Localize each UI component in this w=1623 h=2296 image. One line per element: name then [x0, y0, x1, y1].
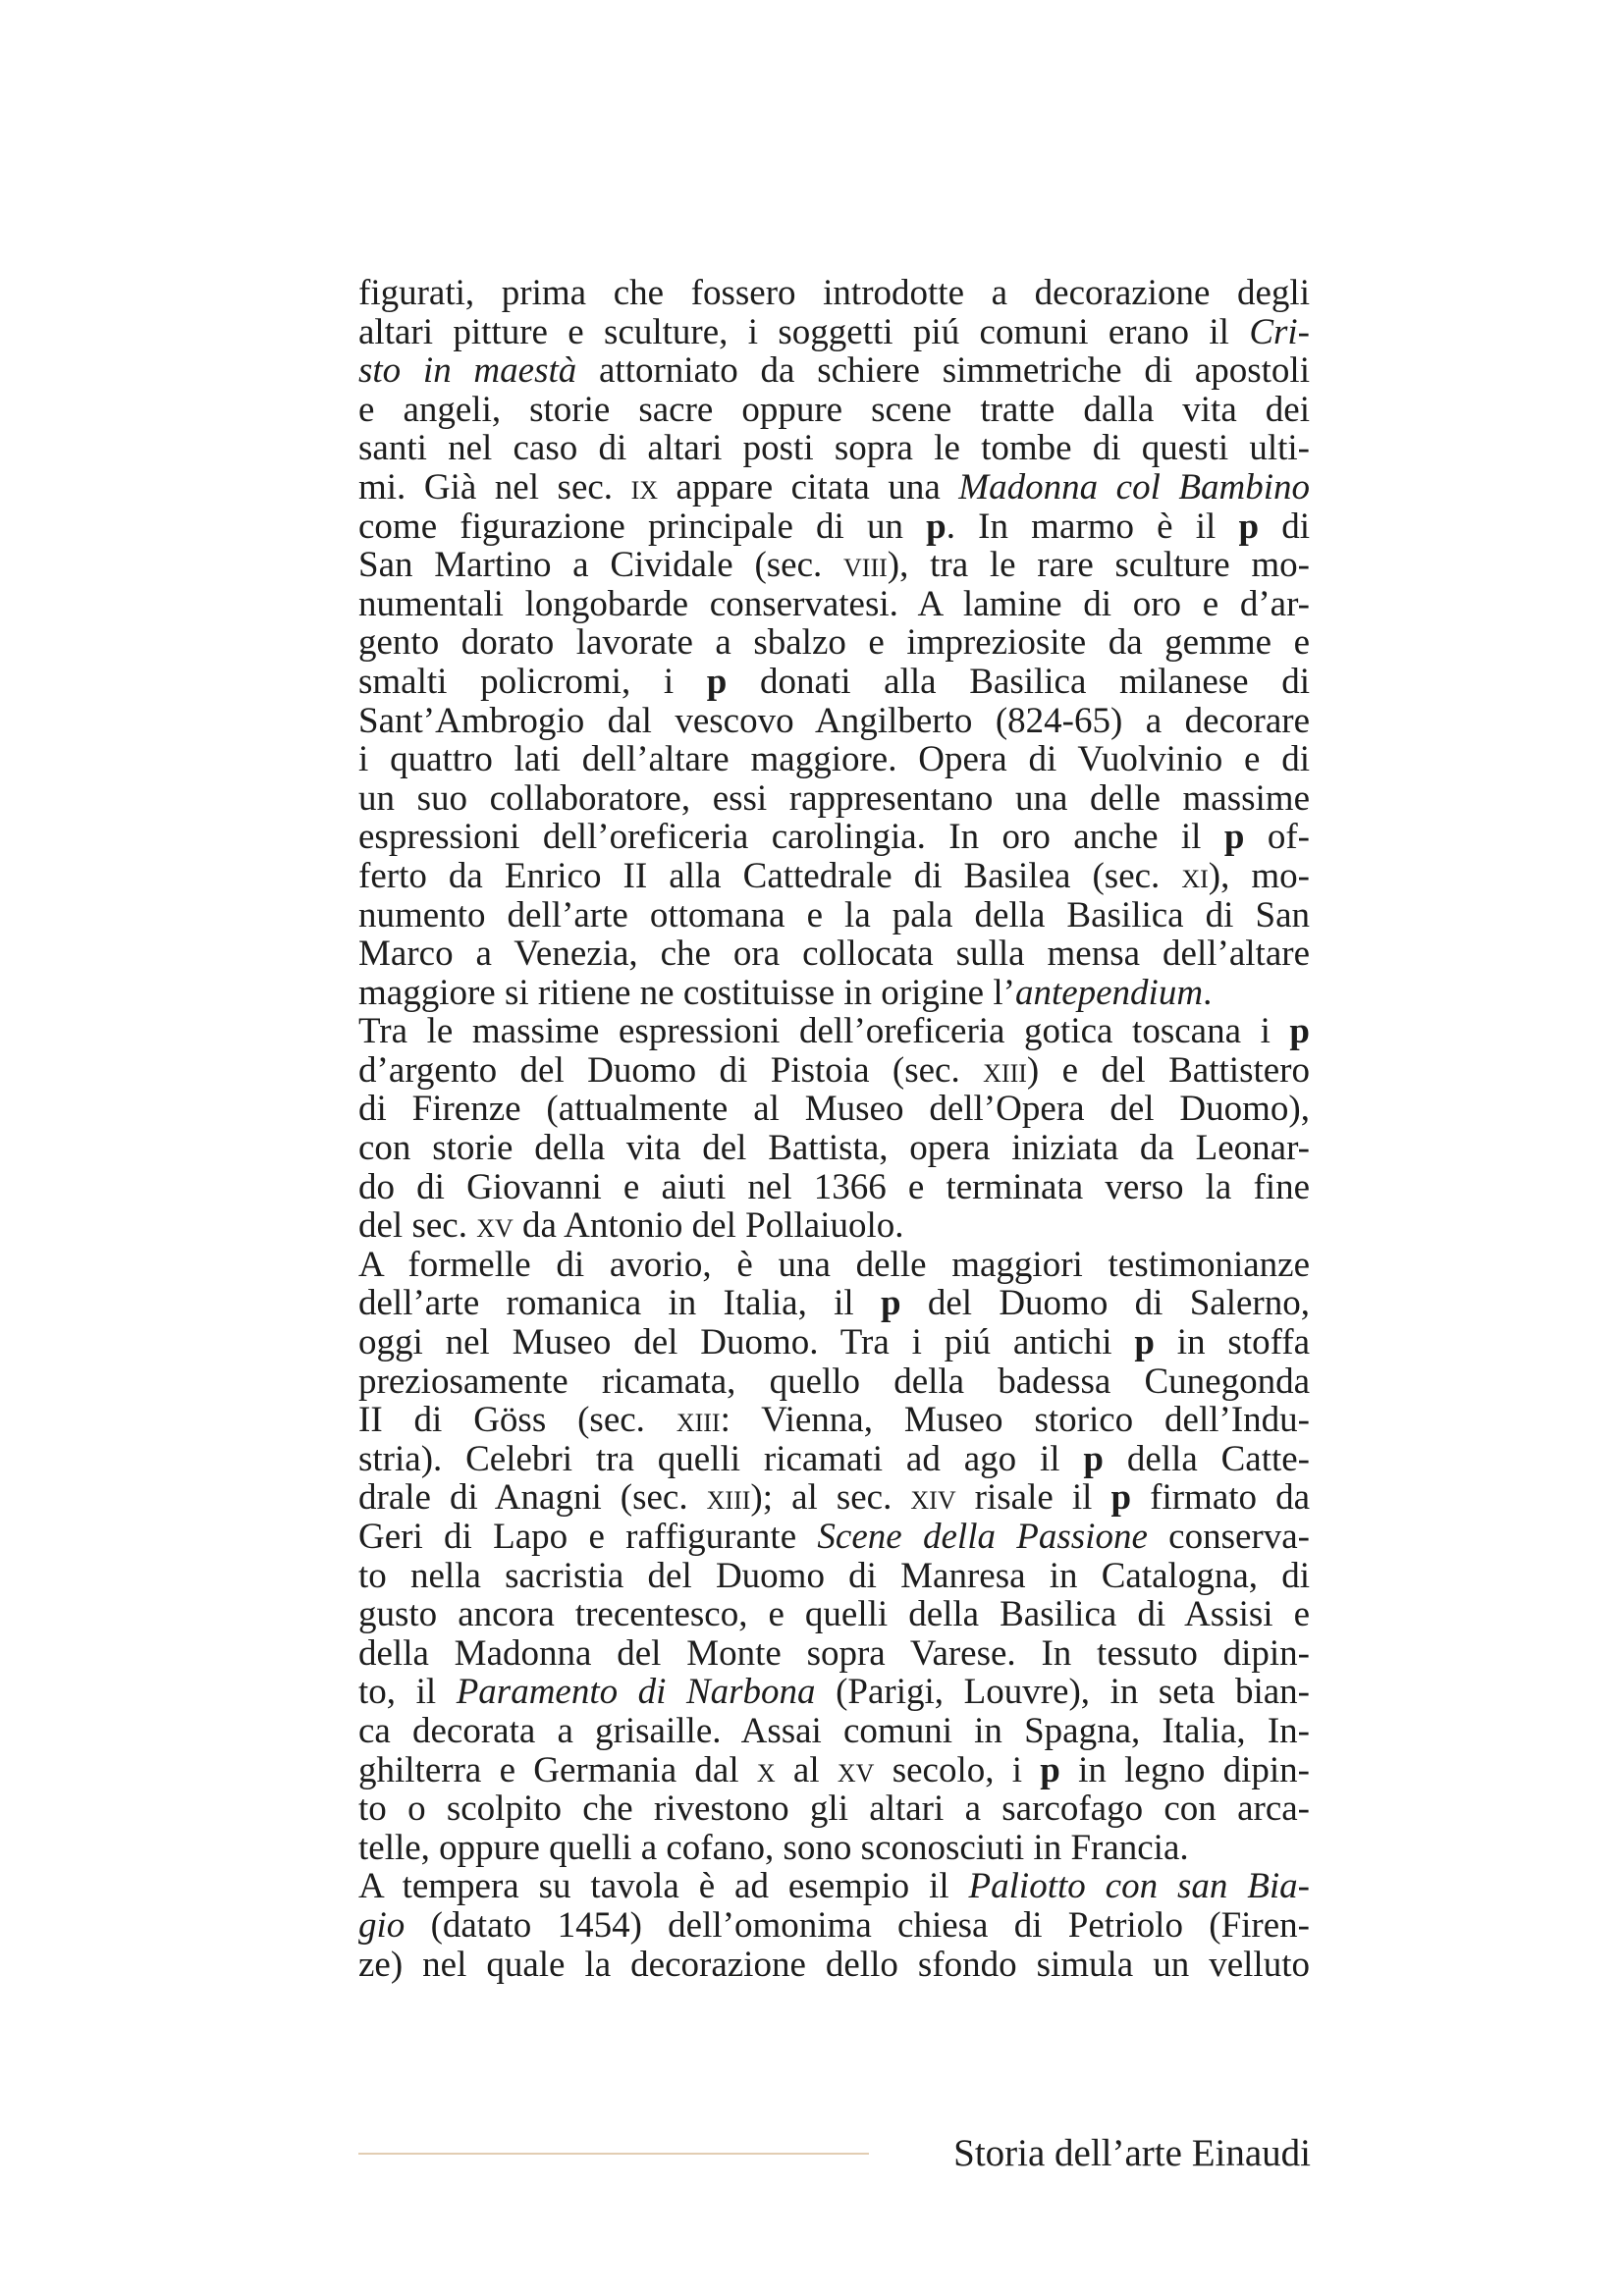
text-line — [358, 779, 1310, 819]
text-line — [358, 702, 1310, 741]
text-segment: conserva- — [1147, 1517, 1310, 1557]
text-line — [358, 1206, 1310, 1246]
italic-term: Cri- — [1249, 311, 1310, 352]
text-segment: gusto ancora trecentesco, e quelli della Basilica di Assisi e — [358, 1594, 1310, 1635]
roman-numeral: xiii — [676, 1400, 721, 1441]
text-segment: santi nel caso di altari posti sopra le tombe di questi ulti- — [358, 428, 1310, 469]
text-segment: ze) nel quale la decorazione dello sfondo simula un velluto — [358, 1944, 1310, 1985]
roman-numeral: xiv — [910, 1477, 956, 1519]
text-line — [358, 1673, 1310, 1712]
text-segment: telle, oppure quelli a cofano, sono sconosciuti in Francia. — [358, 1827, 1189, 1868]
body-text — [358, 274, 1310, 1984]
italic-term: antependium — [1014, 972, 1204, 1013]
italic-term: Scene della Passione — [817, 1517, 1148, 1557]
text-segment: figurati, prima che fossero introdotte a decorazione degli — [358, 273, 1310, 313]
footer-rule — [358, 2153, 869, 2155]
text-line — [358, 1634, 1310, 1674]
text-line — [358, 1284, 1310, 1323]
bold-abbreviation: p — [1289, 1011, 1310, 1052]
roman-numeral: ix — [630, 466, 659, 507]
roman-numeral: xv — [837, 1749, 875, 1790]
text-segment: gento dorato lavorate a sbalzo e impreziosite da gemme e — [358, 622, 1310, 664]
text-segment: un suo collaboratore, essi rappresentano una delle massime — [358, 777, 1310, 819]
text-segment: dell’arte romanica in Italia, il — [358, 1283, 881, 1324]
text-line — [358, 1751, 1310, 1790]
text-segment: ) e del Battistero — [1026, 1049, 1310, 1091]
text-segment: di Firenze (attualmente al Museo dell’Opera del Duomo), — [358, 1089, 1310, 1130]
text-segment: del Duomo di Salerno, — [900, 1283, 1310, 1324]
text-segment: drale di Anagni (sec. — [358, 1477, 707, 1519]
bold-abbreviation: p — [1040, 1749, 1060, 1790]
bold-abbreviation: p — [706, 661, 728, 702]
roman-numeral: xv — [476, 1205, 514, 1247]
roman-numeral: x — [756, 1749, 776, 1790]
text-line — [358, 1712, 1310, 1751]
italic-term: sto in maestà — [358, 350, 577, 392]
text-line — [358, 1323, 1310, 1362]
text-line — [358, 818, 1310, 857]
text-segment: con storie della vita del Battista, opera iniziata da Leonar- — [358, 1128, 1310, 1169]
text-line — [358, 585, 1310, 624]
text-segment: da Antonio del Pollaiuolo. — [513, 1205, 904, 1247]
text-line — [358, 1362, 1310, 1402]
text-segment: preziosamente ricamata, quello della badessa Cunegonda — [358, 1361, 1310, 1402]
text-line — [358, 1595, 1310, 1634]
bold-abbreviation: p — [1083, 1438, 1104, 1479]
text-segment: (datato 1454) dell’omonima chiesa di Petriolo (Firen- — [405, 1904, 1310, 1946]
text-segment: della Catte- — [1103, 1438, 1310, 1479]
text-segment: ), tra le rare sculture mo- — [887, 545, 1310, 586]
bold-abbreviation: p — [1238, 506, 1260, 547]
bold-abbreviation: p — [1223, 817, 1245, 858]
text-segment: del sec. — [358, 1205, 477, 1247]
text-line — [358, 934, 1310, 974]
text-line — [358, 391, 1310, 430]
text-segment: smalti policromi, i — [358, 661, 707, 702]
text-line — [358, 623, 1310, 663]
text-segment: attorniato da schiere simmetriche di apostoli — [576, 350, 1310, 392]
text-line — [358, 1789, 1310, 1829]
text-line — [358, 313, 1310, 352]
text-segment: altari pitture e sculture, i soggetti piú comuni erano il — [358, 311, 1250, 352]
text-line — [358, 1440, 1310, 1479]
text-segment: II di Göss (sec. — [358, 1400, 676, 1441]
text-segment: ghilterra e Germania dal — [358, 1749, 757, 1790]
text-segment: ), mo- — [1208, 855, 1310, 896]
text-line — [358, 1012, 1310, 1051]
text-segment: to, il — [358, 1672, 457, 1713]
text-line — [358, 1401, 1310, 1440]
italic-term: gio — [358, 1904, 406, 1946]
text-segment: to nella sacristia del Duomo di Manresa in Catalogna, di — [358, 1555, 1310, 1596]
text-segment: al — [775, 1749, 838, 1790]
text-line — [358, 429, 1310, 468]
text-line — [358, 857, 1310, 896]
roman-numeral: viii — [843, 545, 888, 586]
text-line — [358, 1557, 1310, 1596]
text-line — [358, 663, 1310, 702]
text-line — [358, 1051, 1310, 1091]
text-line — [358, 974, 1310, 1013]
text-segment: : Vienna, Museo storico dell’Indu- — [720, 1400, 1310, 1441]
text-line — [358, 740, 1310, 779]
text-segment: risale il — [955, 1477, 1111, 1519]
text-segment: ); al sec. — [750, 1477, 911, 1519]
roman-numeral: xi — [1181, 855, 1209, 896]
text-line — [358, 351, 1310, 391]
text-segment: . In marmo è il — [946, 506, 1239, 547]
bold-abbreviation: p — [1110, 1477, 1132, 1519]
text-line — [358, 507, 1310, 547]
text-line — [358, 1246, 1310, 1285]
text-segment: della Madonna del Monte sopra Varese. In tessuto dipin- — [358, 1632, 1310, 1674]
text-segment: stria). Celebri tra quelli ricamati ad ago il — [358, 1438, 1084, 1479]
text-line — [358, 896, 1310, 935]
italic-term: Paramento di Narbona — [456, 1672, 816, 1713]
text-line — [358, 1129, 1310, 1168]
text-line — [358, 1946, 1310, 1985]
text-line — [358, 1867, 1310, 1906]
text-line — [358, 1518, 1310, 1557]
italic-term: Paliotto con san Bia- — [968, 1866, 1310, 1907]
text-segment: in legno dipin- — [1059, 1749, 1310, 1790]
text-segment: Marco a Venezia, che ora collocata sulla mensa dell’altare — [358, 934, 1310, 975]
italic-term: Madonna col Bambino — [958, 466, 1310, 507]
text-segment: di — [1259, 506, 1310, 547]
text-line — [358, 274, 1310, 313]
text-line — [358, 1906, 1310, 1946]
text-segment: mi. Già nel sec. — [358, 466, 631, 507]
text-segment: appare citata una — [658, 466, 959, 507]
text-segment: maggiore si ritiene ne costituisse in origine l’ — [358, 972, 1015, 1013]
text-segment: ca decorata a grisaille. Assai comuni in Spagna, Italia, In- — [358, 1710, 1310, 1751]
text-segment: (Parigi, Louvre), in seta bian- — [815, 1672, 1310, 1713]
text-segment: to o scolpito che rivestono gli altari a sarcofago con arca- — [358, 1789, 1310, 1830]
text-segment: i quattro lati dell’altare maggiore. Opera di Vuolvinio e di — [358, 739, 1310, 780]
text-segment: d’argento del Duomo di Pistoia (sec. — [358, 1049, 984, 1091]
text-line — [358, 546, 1310, 585]
text-line — [358, 1829, 1310, 1868]
text-line — [358, 1090, 1310, 1129]
text-line — [358, 1168, 1310, 1207]
bold-abbreviation: p — [926, 506, 947, 547]
roman-numeral: xiii — [983, 1049, 1027, 1091]
text-line — [358, 468, 1310, 507]
text-segment: e angeli, storie sacre oppure scene tratte dalla vita dei — [358, 389, 1310, 430]
text-segment: Sant’Ambrogio dal vescovo Angilberto (824-65) a decorare — [358, 700, 1310, 741]
text-segment: Geri di Lapo e raffigurante — [358, 1517, 818, 1557]
roman-numeral: xiii — [706, 1477, 751, 1519]
text-segment: firmato da — [1131, 1477, 1311, 1519]
text-segment: secolo, i — [874, 1749, 1041, 1790]
text-segment: espressioni dell’oreficeria carolingia. In oro anche il — [358, 817, 1224, 858]
text-segment: numento dell’arte ottomana e la pala della Basilica di San — [358, 894, 1310, 935]
text-segment: San Martino a Cividale (sec. — [358, 545, 844, 586]
text-segment: in stoffa — [1154, 1322, 1310, 1363]
text-segment: A formelle di avorio, è una delle maggiori testimonianze — [358, 1244, 1310, 1285]
text-segment: of- — [1244, 817, 1310, 858]
text-segment: ferto da Enrico II alla Cattedrale di Basilea (sec. — [358, 855, 1182, 896]
bold-abbreviation: p — [1134, 1322, 1155, 1363]
text-segment: A tempera su tavola è ad esempio il — [358, 1866, 969, 1907]
text-line — [358, 1478, 1310, 1518]
text-segment: Tra le massime espressioni dell’oreficeria gotica toscana i — [358, 1011, 1290, 1052]
text-segment: numentali longobarde conservatesi. A lamine di oro e d’ar- — [358, 583, 1310, 624]
text-segment: donati alla Basilica milanese di — [727, 661, 1310, 702]
text-segment: come figurazione principale di un — [358, 506, 927, 547]
footer-title: Storia dell’arte Einaudi — [953, 2132, 1311, 2174]
bold-abbreviation: p — [880, 1283, 901, 1324]
text-segment: . — [1203, 972, 1213, 1013]
text-segment: do di Giovanni e aiuti nel 1366 e terminata verso la fine — [358, 1166, 1310, 1207]
text-segment: oggi nel Museo del Duomo. Tra i piú antichi — [358, 1322, 1135, 1363]
